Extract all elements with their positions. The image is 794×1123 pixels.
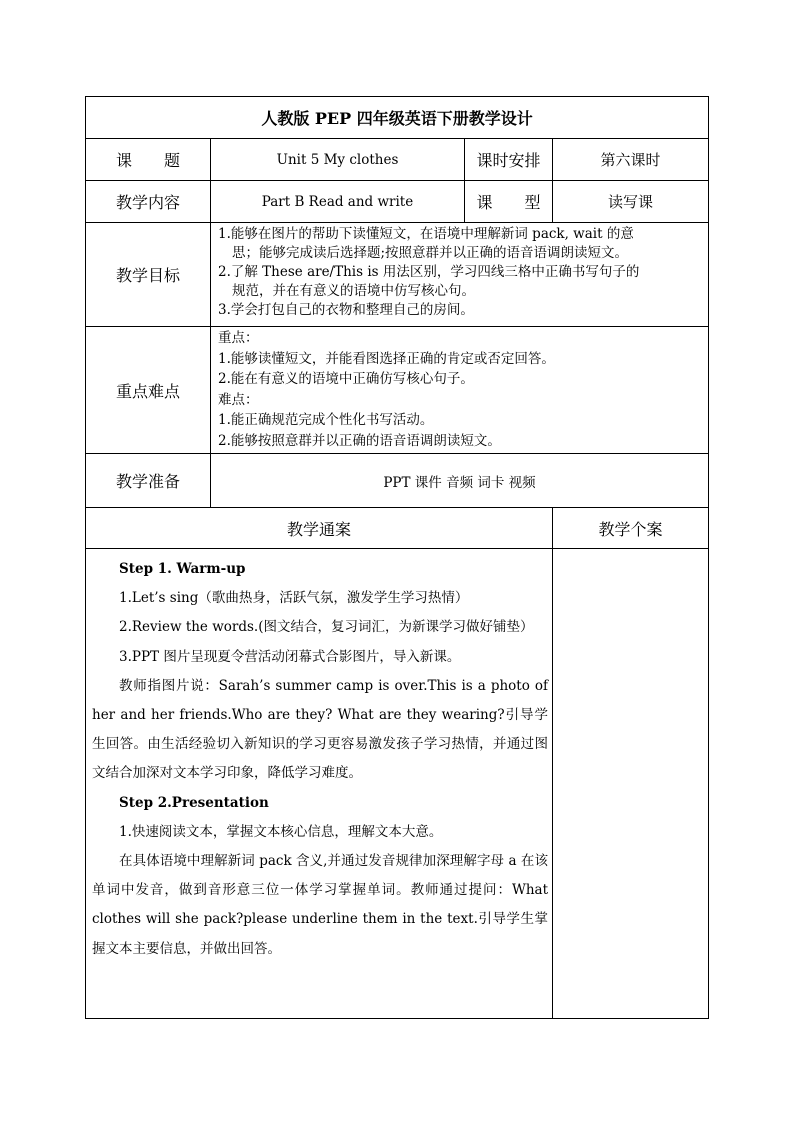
goals-label: 教学目标 xyxy=(86,223,211,327)
goal-line: 规范，并在有意义的语境中仿写核心句。 xyxy=(232,283,475,299)
plan-paragraph: 教师指图片说：Sarah’s summer camp is over.This is a photo of her and her friends.Who are they? What are they wearing?引导学生回答。由生活经验切入新知识的学习更容易激发孩子学习热情，并通过图文结合加深对文本学习印象，降低学习难度。 xyxy=(92,677,548,782)
topic-label: 课 题 xyxy=(86,139,211,181)
keypoints-content xyxy=(211,327,709,454)
lesson-plan-document xyxy=(85,96,708,1019)
keypoint-line: 1.能正确规范完成个性化书写活动。 xyxy=(218,412,434,428)
goal-line: 1.能够在图片的帮助下读懂短文，在语境中理解新词 pack, wait 的意 xyxy=(218,226,634,242)
goals-content xyxy=(211,223,709,327)
keypoint-line: 2.能够按照意群并以正确的语音语调朗读短文。 xyxy=(218,432,501,449)
personal-plan-header: 教学个案 xyxy=(553,508,709,549)
plan-paragraph: 3.PPT 图片呈现夏令营活动闭幕式合影图片，导入新课。 xyxy=(119,648,461,665)
document-title: 人教版 PEP 四年级英语下册教学设计 xyxy=(86,97,709,139)
prep-label: 教学准备 xyxy=(86,454,211,508)
keypoint-line: 重点： xyxy=(218,330,259,346)
schedule-label: 课时安排 xyxy=(465,139,553,181)
keypoint-line: 1.能够读懂短文，并能看图选择正确的肯定或否定回答。 xyxy=(218,350,555,367)
goal-line: 2.了解 These are/This is 用法区别，学习四线三格中正确书写句子的 xyxy=(218,264,640,280)
type-value: 读写课 xyxy=(553,181,709,223)
plan-paragraph: 在具体语境中理解新词 pack 含义,并通过发音规律加深理解字母 a 在该单词中发音，做到音形意三位一体学习掌握单词。教师通过提问：What clothes will she pack?please underline them in the text.引导学生掌握文本主要信息，并做出回答。 xyxy=(92,853,548,957)
personal-plan-body xyxy=(553,549,709,1019)
content-value: Part B Read and write xyxy=(211,181,465,223)
lesson-info-table xyxy=(85,96,709,508)
common-plan-body xyxy=(86,549,553,1019)
goal-line: 3.学会打包自己的衣物和整理自己的房间。 xyxy=(218,302,474,318)
lesson-plan-table xyxy=(85,507,709,1019)
plan-paragraph: 2.Review the words.(图文结合，复习词汇，为新课学习做好铺垫） xyxy=(119,619,534,636)
prep-value: PPT 课件 音频 词卡 视频 xyxy=(211,454,709,508)
topic-value: Unit 5 My clothes xyxy=(211,139,465,181)
step-heading: Step 1. Warm-up xyxy=(119,561,246,577)
plan-paragraph: 1.快速阅读文本，掌握文本核心信息，理解文本大意。 xyxy=(119,823,443,840)
schedule-value: 第六课时 xyxy=(553,139,709,181)
keypoints-label: 重点难点 xyxy=(86,327,211,454)
type-label: 课 型 xyxy=(465,181,553,223)
step-heading: Step 2.Presentation xyxy=(119,794,269,811)
goal-line: 思；能够完成读后选择题;按照意群并以正确的语音语调朗读短文。 xyxy=(232,245,629,261)
keypoint-line: 2.能在有意义的语境中正确仿写核心句子。 xyxy=(218,371,474,387)
keypoint-line: 难点： xyxy=(218,391,259,408)
content-label: 教学内容 xyxy=(86,181,211,223)
plan-paragraph: 1.Let’s sing（歌曲热身，活跃气氛，激发学生学习热情） xyxy=(119,590,469,607)
common-plan-header: 教学通案 xyxy=(86,508,553,549)
